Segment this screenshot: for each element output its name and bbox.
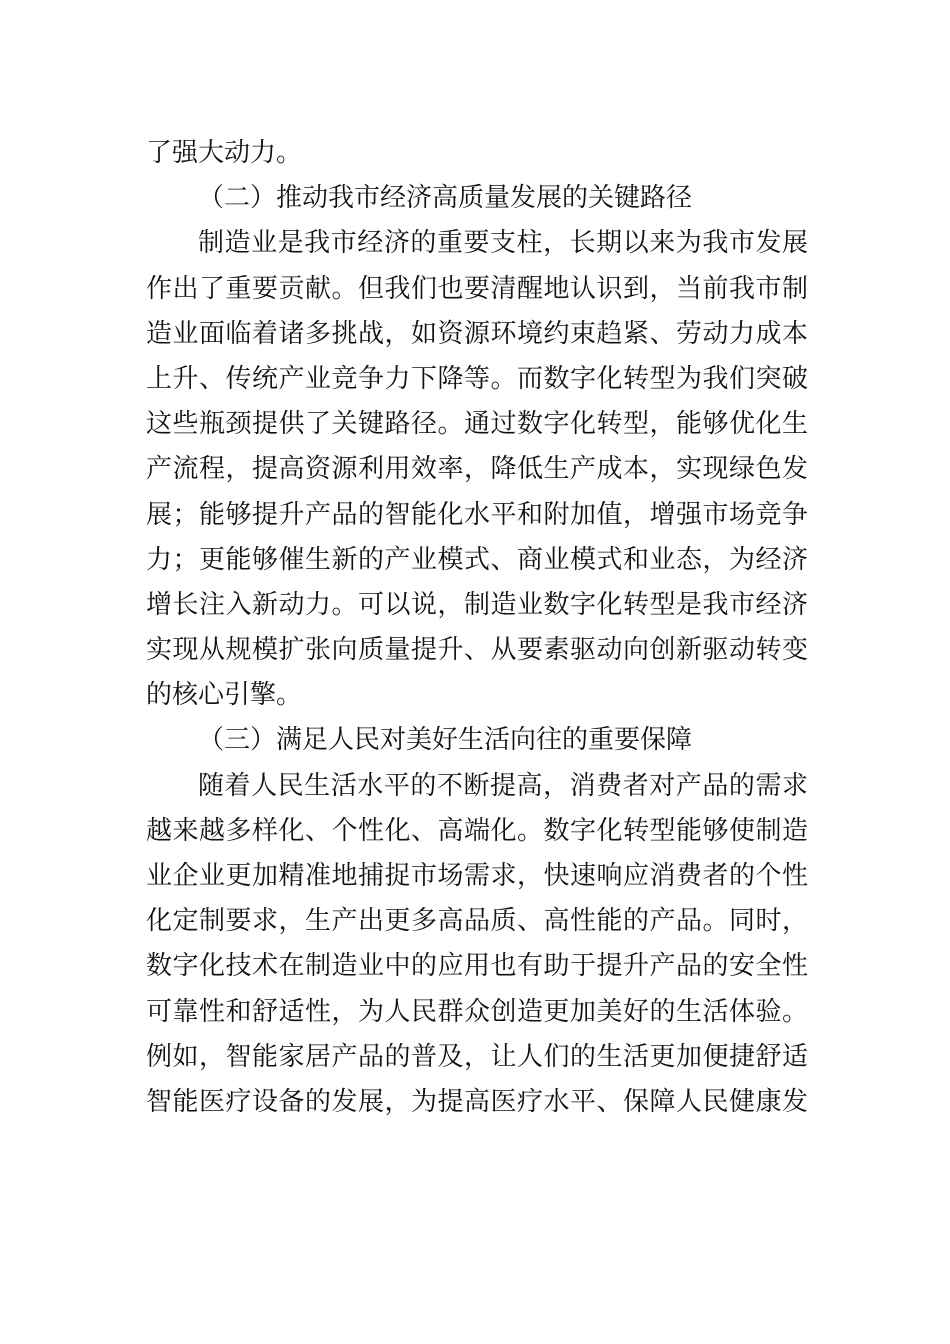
text-line: 上升、传统产业竞争力下降等。而数字化转型为我们突破 <box>146 363 808 394</box>
text-line: 作出了重要贡献。但我们也要清醒地认识到，当前我市制 <box>146 273 808 304</box>
text-line: 越来越多样化、个性化、高端化。数字化转型能够使制造 <box>146 815 808 846</box>
text-line: 智能医疗设备的发展，为提高医疗水平、保障人民健康发 <box>146 1086 808 1117</box>
text-line: 的核心引擎。 <box>146 680 303 711</box>
text-line: 制造业是我市经济的重要支柱，长期以来为我市发展 <box>198 228 808 259</box>
text-line: 力；更能够催生新的产业模式、商业模式和业态，为经济 <box>146 544 808 575</box>
paragraph-key-path <box>146 221 808 718</box>
text-line: 可靠性和舒适性，为人民群众创造更加美好的生活体验。 <box>146 996 808 1027</box>
document-body <box>146 131 808 1125</box>
paragraph-continuation <box>146 131 808 176</box>
text-line: 增长注入新动力。可以说，制造业数字化转型是我市经济 <box>146 589 808 620</box>
paragraph-better-life <box>146 764 808 1126</box>
section-heading-2: （二）推动我市经济高质量发展的关键路径 <box>198 183 693 214</box>
text-line: 业企业更加精准地捕捉市场需求，快速响应消费者的个性 <box>146 861 808 891</box>
text-line: 展；能够提升产品的智能化水平和附加值，增强市场竞争 <box>146 499 808 530</box>
text-line: 产流程，提高资源利用效率，降低生产成本，实现绿色发 <box>146 454 808 485</box>
text-line: 这些瓶颈提供了关键路径。通过数字化转型，能够优化生 <box>146 409 808 440</box>
text-line: 例如，智能家居产品的普及，让人们的生活更加便捷舒适 <box>146 1041 808 1072</box>
text-line: 实现从规模扩张向质量提升、从要素驱动向创新驱动转变 <box>146 635 808 666</box>
text-line: 化定制要求，生产出更多高品质、高性能的产品。同时， <box>146 906 808 937</box>
text-line: 随着人民生活水平的不断提高，消费者对产品的需求 <box>198 770 808 801</box>
text-line: 数字化技术在制造业中的应用也有助于提升产品的安全性 <box>146 951 808 982</box>
section-heading-3: （三）满足人民对美好生活向往的重要保障 <box>198 725 693 756</box>
text-line: 了强大动力。 <box>146 138 303 168</box>
text-line: 造业面临着诸多挑战，如资源环境约束趋紧、劳动力成本 <box>146 318 808 349</box>
